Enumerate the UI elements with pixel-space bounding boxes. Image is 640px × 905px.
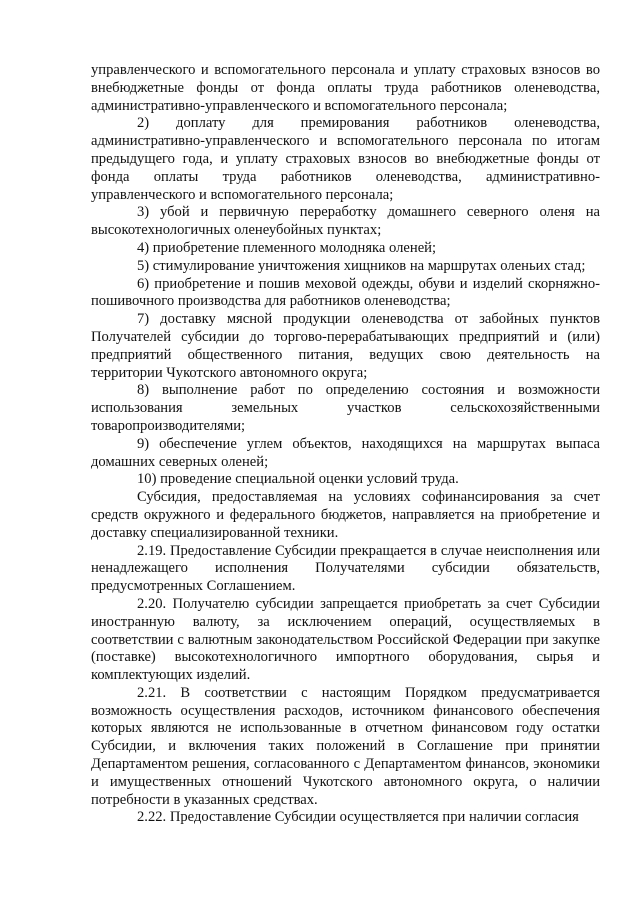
list-item-2: 2) доплату для премирования работников оленеводства, административно-управленческого и вспомогательного персонала по итогам предыдущего года, и уплату страховых взносов во внебюджетные фонды от фонда оплаты труда работников оленеводства, административно-управленческого и вспомогательного персонала;	[91, 115, 600, 203]
list-item-3: 3) убой и первичную переработку домашнего северного оленя на высокотехнологичных оленеубойных пунктах;	[91, 204, 600, 239]
list-item-5: 5) стимулирование уничтожения хищников на маршрутах оленьих стад;	[137, 257, 586, 274]
list-item-10: 10) проведение специальной оценки условий труда.	[137, 471, 459, 488]
paragraph-continuation: управленческого и вспомогательного персонала и уплату страховых взносов во внебюджетные фонды от фонда оплаты труда работников оленеводства, административно-управленческого и вспомогательного персонала;	[91, 62, 600, 114]
list-item-9: 9) обеспечение углем объектов, находящихся на маршрутах выпаса домашних северных оленей;	[91, 435, 600, 470]
clause-2-21: 2.21. В соответствии с настоящим Порядком предусматривается возможность осуществления расходов, источником финансового обеспечения которых являются не использованные в отчетном финансовом году остатки Субсидии, и включения таких положений в Соглашение при принятии Департаментом решения, согласованного с Департаментом финансов, экономики и имущественных отношений Чукотского автономного округа, о наличии потребности в указанных средствах.	[91, 684, 600, 808]
clause-2-20: 2.20. Получателю субсидии запрещается приобретать за счет Субсидии иностранную валюту, за исключением операций, осуществляемых в соответствии с валютным законодательством Российской Федерации при закупке (поставке) высокотехнологичного импортного оборудования, сырья и комплектующих изделий.	[91, 595, 600, 684]
clause-2-22: 2.22. Предоставление Субсидии осуществляется при наличии согласия	[137, 809, 579, 826]
list-item-8: 8) выполнение работ по определению состояния и возможности использования земельных участков сельскохозяйственными товаропроизводителями;	[91, 382, 600, 434]
list-item-6: 6) приобретение и пошив меховой одежды, обуви и изделий скорняжно-пошивочного производства для работников оленеводства;	[91, 275, 600, 310]
list-item-7: 7) доставку мясной продукции оленеводства от забойных пунктов Получателей субсидии до торгово-перерабатывающих предприятий и (или) предприятий общественного питания, ведущих свою деятельность на территории Чукотского автономного округа;	[91, 311, 600, 381]
clause-2-19: 2.19. Предоставление Субсидии прекращается в случае неисполнения или ненадлежащего исполнения Получателями субсидии обязательств, предусмотренных Соглашением.	[91, 542, 600, 595]
paragraph-cofinancing: Субсидия, предоставляемая на условиях софинансирования за счет средств окружного и федерального бюджетов, направляется на приобретение и доставку специализированной техники.	[91, 489, 600, 541]
list-item-4: 4) приобретение племенного молодняка оленей;	[137, 239, 437, 256]
